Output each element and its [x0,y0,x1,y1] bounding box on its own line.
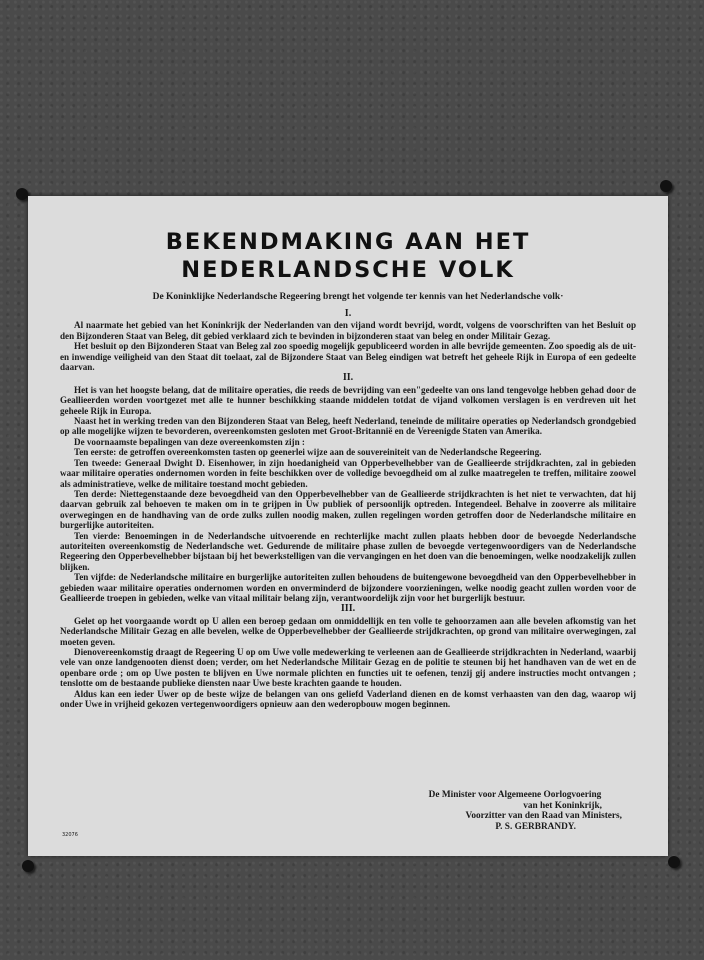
paragraph: Het besluit op den Bijzonderen Staat van Beleg zal zoo spoedig mogelijk gepubliceerd worden in alle bevrijde gemeenten. Zoo spoedig als de uit- en inwendige veiligheid van den Staat dit toelaat, zal de Bijzondere Staat van Beleg eindigen wat betreft het geheele Rijk in Europa of een gedeelte daarvan. [60,341,636,373]
paragraph: Gelet op het voorgaande wordt op U allen een beroep gedaan om onmiddellijk en ten volle te gehoorzamen aan alle bevelen afkomstig van het Nederlandsche Militair Gezag en alle bevelen, welke de Opperbevelhebber der Geallieerde strijdkrachten, op grond van militaire overwegingen, zal moeten geven. [60,615,636,647]
signature-line-3: Voorzitter van den Raad van Ministers, [465,811,622,822]
poster-body [60,308,636,709]
paragraph: Dienovereenkomstig draagt de Regeering U op om Uwe volle medewerking te verleenen aan de Geallieerde strijdkrachten in Nederland, waarbij vele van onze landgenooten dienst doen; verder, om het Nederlandsche Militair Gezag en de politie te steunen bij het handhaven van de wet en de openbare orde ; om op Uwe posten te blijven en Uwe normale plichten en functies uit te oefenen, tenzij gij andere instructies mocht ontvangen ; tenslotte om de bestaande publieke diensten naar Uwe beste krachten gaande te houden. [60,647,636,689]
signature-block [400,790,630,832]
pin-top-left [16,188,28,200]
section-numeral-2: II. [342,372,354,384]
proclamation-poster [28,196,668,856]
section-numeral-1: I. [344,308,352,319]
pin-top-right [660,180,672,192]
signature-line-4: P. S. GERBRANDY. [495,821,576,832]
paragraph: De voornaamste bepalingen van deze overeenkomsten zijn : [74,436,305,447]
signature-line-1: De Minister voor Algemeene Oorlogvoering [428,790,602,800]
paragraph: Het is van het hoogste belang, dat de militaire operaties, die reeds de bevrijding van een"gedeelte van ons land tengevolge hebben gehad door de Geallieerden worden voortgezet met alle te hunner beschikking staande middelen totdat de vijand volkomen verslagen is en verdreven uit het geheele Rijk in Europa. [60,384,636,416]
paragraph: Aldus kan een ieder Uwer op de beste wijze de belangen van ons geliefd Vaderland dienen en de komst verhaasten van den dag, waarop wij onder Uwe in vrijheid gekozen vertegenwoordigers opnieuw aan den wederopbouw mogen beginnen. [60,688,636,710]
paragraph: Ten eerste: de getroffen overeenkomsten tasten op geenerlei wijze aan de souvereiniteit van de Nederlandsche Regeering. [74,447,542,458]
section-numeral-3: III. [340,603,356,615]
paragraph: Ten vierde: Benoemingen in de Nederlandsche uitvoerende en rechterlijke macht zullen plaats hebben door de bevoegde Nederlandsche autoriteiten overeenkomstig de Nederlandsche wet. Gedurende de militaire phase zullen de bevoegde vertegenwoordigers van de Nederlandsche Regeering den Opperbevelhebber bijstaan bij het bewerkstelligen van die vervangingen en het doen van die benoemingen, welke noodzakelijk zullen blijken. [60,530,636,572]
paragraph: Ten vijfde: de Nederlandsche militaire en burgerlijke autoriteiten zullen behoudens de buitengewone bevoegdheid van den Opperbevelhebber in gebieden waar militaire operaties ondernomen worden en onverminderd de bijzondere voorzieningen, welke noodig geacht zullen worden voor de Geallieerde troepen in gebieden, welke van vitaal militair belang zijn, verantwoordelijk zijn voor het burgerlijk bestuur. [60,572,636,603]
paragraph: Ten tweede: Generaal Dwight D. Eisenhower, in zijn hoedanigheid van Opperbevelhebber van de Geallieerde strijdkrachten, zal in gebieden waar militaire operaties ondernomen worden in feite beschikken over de volledige bevoegdheid om al zulke maatregelen te treffen, militaire zoowel als administratieve, welke de militaire toestand mocht gebieden. [60,457,636,489]
paragraph: Ten derde: Niettegenstaande deze bevoegdheid van den Opperbevelhebber van de Geallieerde strijdkrachten is het niet te verwachten, dat hij daarvan gebruik zal behoeven te maken om in te grijpen in Uw publiek of persoonlijk optreden. Integendeel. Behalve in zooverre als militaire overwegingen en de handhaving van de orde zulks zullen noodig maken, zullen regelingen worden getroffen door de Nederlandsche militaire en burgerlijke autoriteiten. [60,488,636,531]
paragraph: Al naarmate het gebied van het Koninkrijk der Nederlanden van den vijand wordt bevrijd, wordt, volgens de voorschriften van het Besluit op den Bijzonderen Staat van Beleg, dit gebied verklaard zich te bevinden in bijzonderen staat van beleg en onder Militair Gezag. [60,320,636,341]
print-number: 32076 [62,832,78,838]
paragraph: Naast het in werking treden van den Bijzonderen Staat van Beleg, heeft Nederland, teneinde de militaire operaties op Nederlandsch grondgebied op alle mogelijke wijzen te bevorderen, overeenkomsten gesloten met Groot-Britannië en de Vereenigde Staten van Amerika. [60,416,636,437]
poster-title [28,228,668,284]
title-line-1: BEKENDMAKING AAN HET [165,229,531,255]
title-line-2: NEDERLANDSCHE VOLK [181,257,515,283]
pin-bottom-right [668,856,680,868]
pin-bottom-left [22,860,34,872]
intro-text: De Koninklijke Nederlandsche Regeering brengt het volgende ter kennis van het Nederlandsche volk· [152,292,564,302]
signature-line-2: van het Koninkrijk, [523,800,602,811]
